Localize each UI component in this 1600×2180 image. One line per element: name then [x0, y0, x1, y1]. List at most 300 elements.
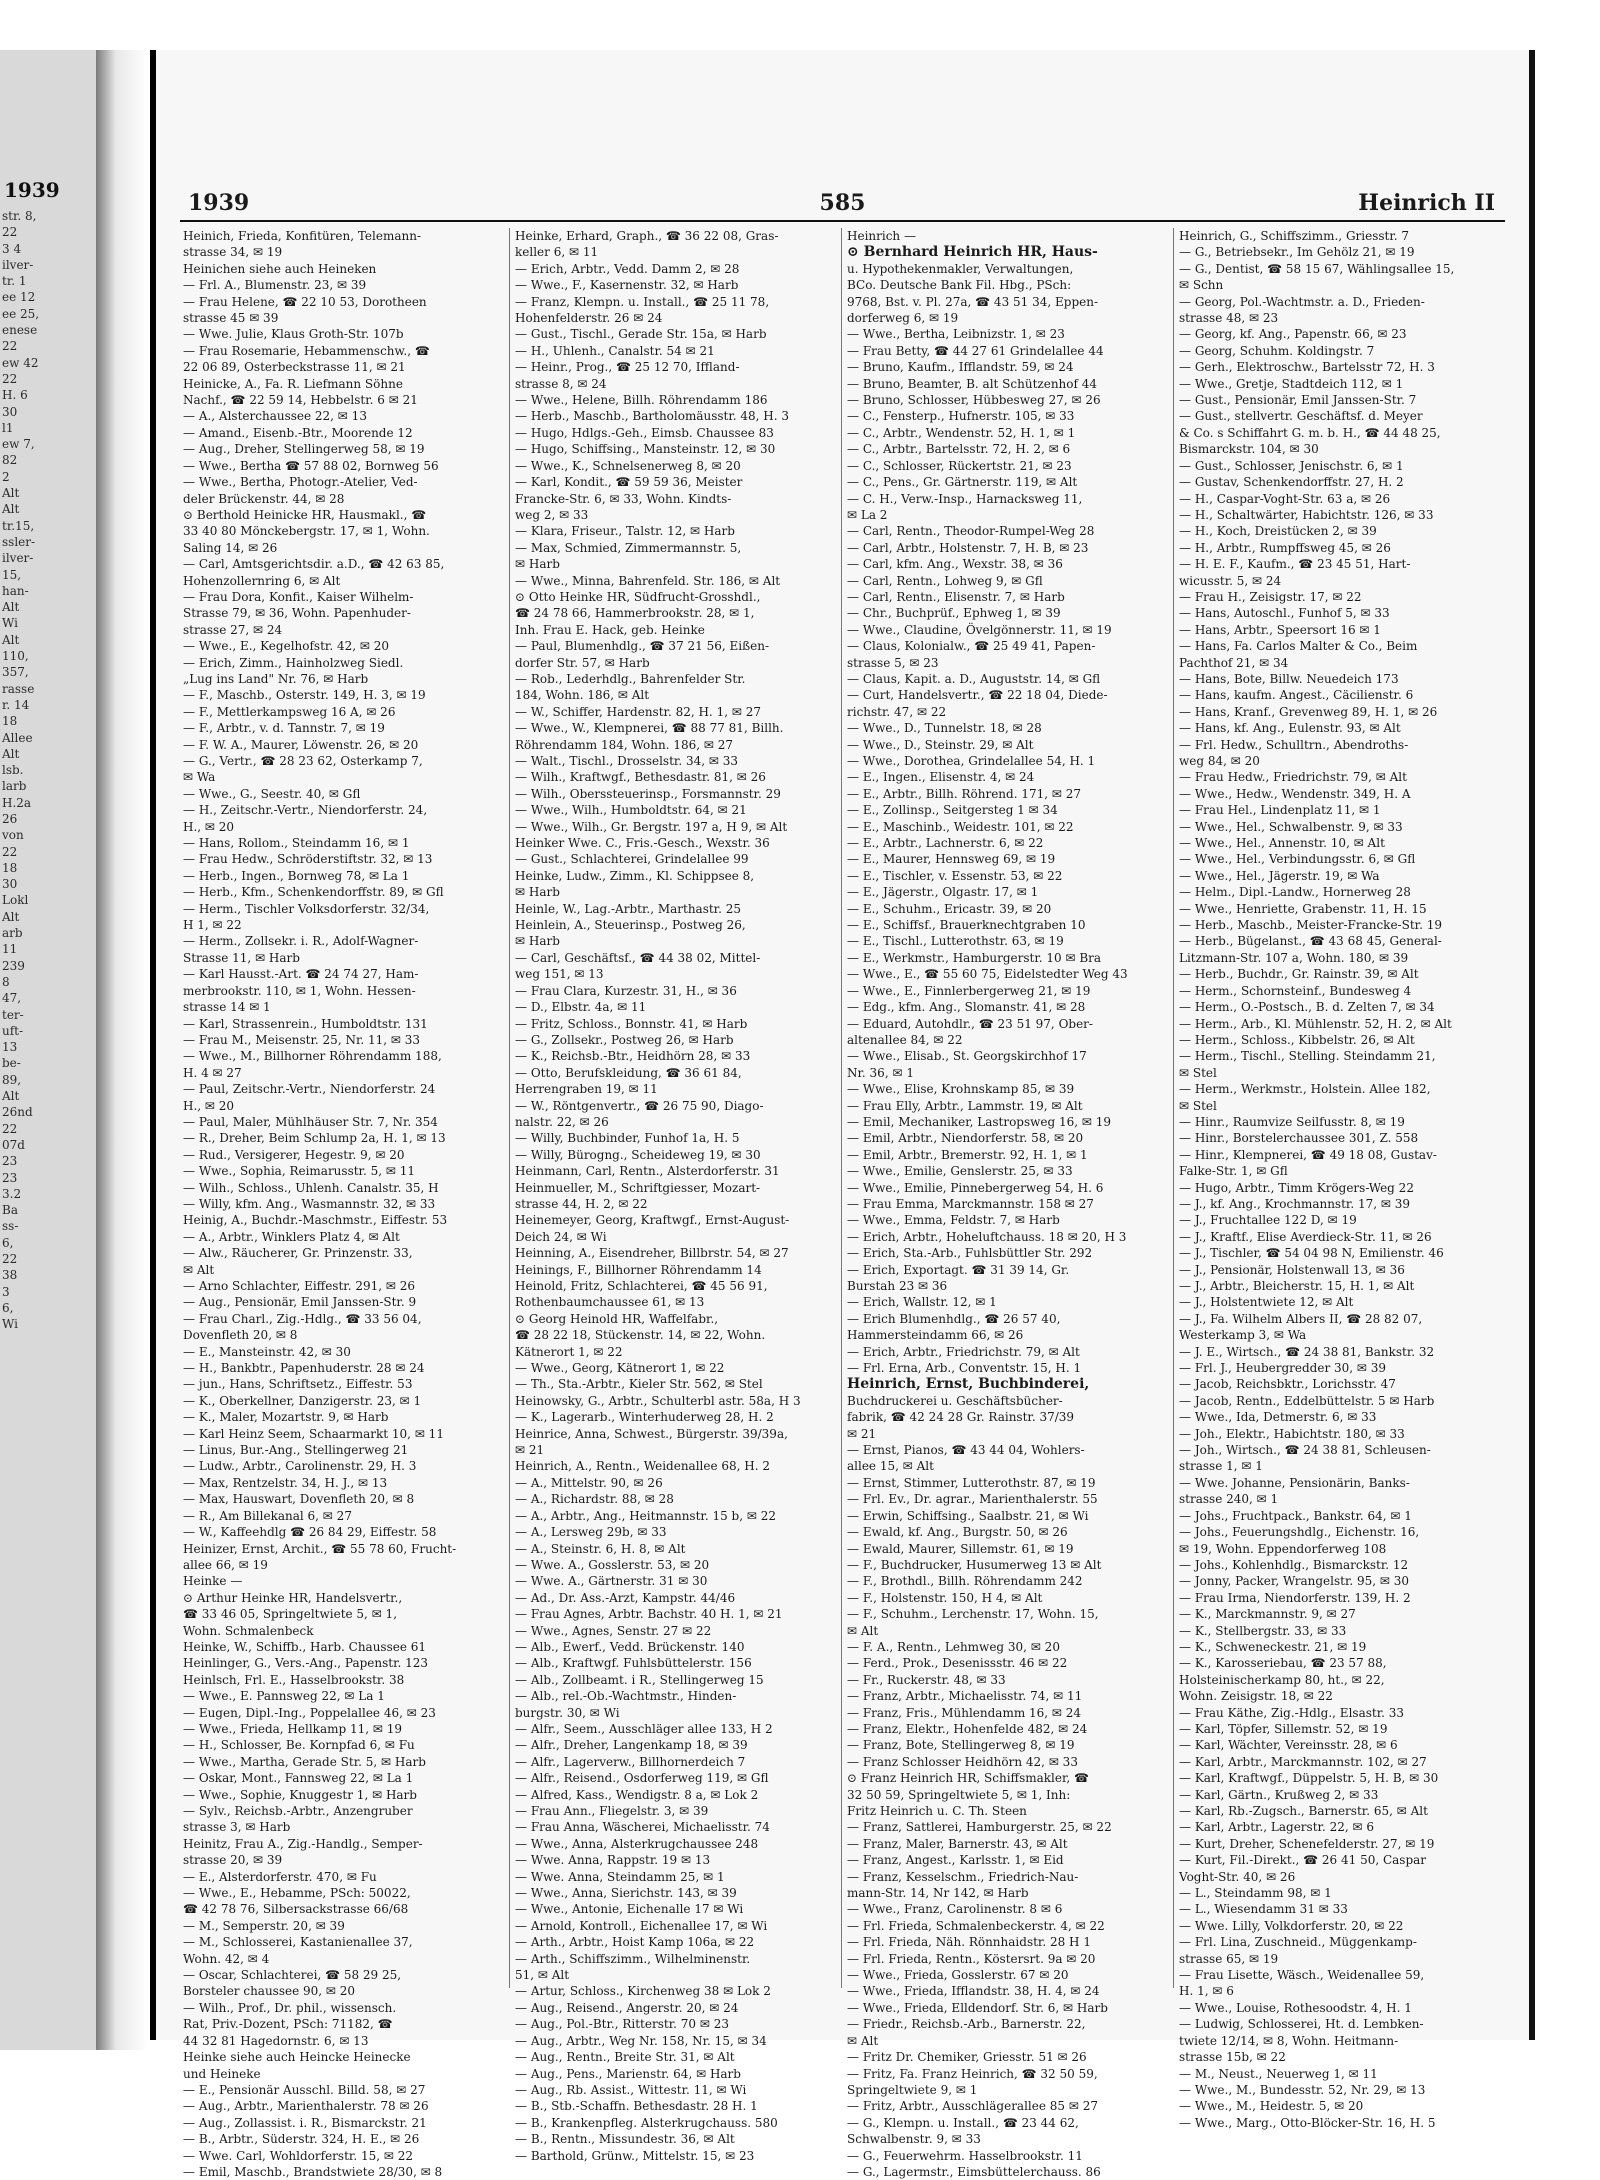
column-3: [842, 228, 1174, 2179]
directory-entry: — Wwe., E., Hebamme, PSch: 50022,: [183, 1886, 411, 1901]
directory-entry: strasse 34, ✉ 19: [183, 245, 283, 260]
directory-entry: — L., Steindamm 98, ✉ 1: [1179, 1886, 1332, 1901]
directory-entry: — H., Bankbtr., Papenhuderstr. 28 ✉ 24: [183, 1361, 425, 1376]
directory-entry: — Th., Sta.-Arbtr., Kieler Str. 562, ✉ Stel: [515, 1377, 763, 1392]
directory-entry: — Wwe., Frieda, Hellkamp 11, ✉ 19: [183, 1721, 403, 1736]
directory-entry: — Frau Elly, Arbtr., Lammstr. 19, ✉ Alt: [847, 1098, 1083, 1113]
directory-entry: — M., Neust., Neuerweg 1, ✉ 11: [1179, 2066, 1378, 2081]
directory-entry: ✉ Stel: [1179, 1065, 1217, 1080]
directory-entry: strasse 8, ✉ 24: [515, 376, 607, 391]
directory-entry: Heinowsky, G., Arbtr., Schulterbl astr. 58a, H 3: [515, 1393, 801, 1408]
directory-entry: Bismarckstr. 104, ✉ 30: [1179, 442, 1319, 457]
directory-entry: — Johs., Feuerungshdlg., Eichenstr. 16,: [1179, 1525, 1420, 1540]
directory-entry: — J. E., Wirtsch., ☎ 24 38 81, Bankstr. 32: [1179, 1344, 1435, 1359]
left-fragment: 07d: [2, 1137, 25, 1152]
directory-entry: wicusstr. 5, ✉ 24: [1179, 573, 1282, 588]
left-fragment: 110,: [2, 649, 29, 664]
directory-entry: — Hans, Autoschl., Funhof 5, ✉ 33: [1179, 606, 1390, 621]
left-fragment: Alt: [2, 600, 20, 615]
directory-entry: — E., Schuhm., Ericastr. 39, ✉ 20: [847, 901, 1052, 916]
directory-entry: — Chr., Buchprüf., Ephweg 1, ✉ 39: [847, 606, 1061, 621]
left-fragment: Wi: [2, 1317, 18, 1332]
directory-entry: — E., Arbtr., Lachnerstr. 6, ✉ 22: [847, 836, 1044, 851]
directory-entry: — Wwe., Dorothea, Grindelallee 54, H. 1: [847, 754, 1096, 768]
left-fragment: lsb.: [2, 763, 24, 778]
directory-entry: — Wwe., D., Tunnelstr. 18, ✉ 28: [847, 721, 1042, 736]
directory-entry: — J., Kraftf., Elise Averdieck-Str. 11, ✉ 26: [1179, 1229, 1432, 1244]
directory-entry: — G., Betriebsekr., Im Gehölz 21, ✉ 19: [1179, 245, 1415, 260]
directory-entry: — W., Schiffer, Hardenstr. 82, H. 1, ✉ 27: [515, 704, 761, 719]
directory-entry: strasse 27, ✉ 24: [183, 622, 283, 637]
directory-entry: — Wwe., Martha, Gerade Str. 5, ✉ Harb: [183, 1754, 426, 1769]
directory-entry: — Frau H., Zeisigstr. 17, ✉ 22: [1179, 589, 1362, 604]
directory-entry: Heinrich, Ernst, Buchbinderei,: [847, 1376, 1090, 1393]
directory-entry: — Wwe., M., Heidestr. 5, ✉ 20: [1179, 2099, 1364, 2114]
directory-entry: dorfer Str. 57, ✉ Harb: [515, 655, 650, 670]
left-fragment: 15,: [2, 567, 22, 582]
directory-entry: — Erich, Zimm., Hainholzweg Siedl.: [183, 655, 404, 670]
left-fragment: Lokl: [2, 893, 29, 908]
left-fragment: 38: [2, 1268, 18, 1283]
directory-entry: — Aug., Arbtr., Weg Nr. 158, Nr. 15, ✉ 34: [515, 2033, 767, 2048]
directory-entry: — Emil, Arbtr., Bremerstr. 92, H. 1, ✉ 1: [847, 1147, 1088, 1162]
directory-entry: — Hans, kaufm. Angest., Cäcilienstr. 6: [1179, 688, 1414, 703]
directory-entry: — A., Arbtr., Winklers Platz 4, ✉ Alt: [183, 1229, 400, 1244]
directory-entry: — Herm., Werkmstr., Holstein. Allee 182,: [1179, 1082, 1431, 1097]
directory-entry: — Frau Irma, Niendorferstr. 139, H. 2: [1179, 1590, 1411, 1605]
directory-entry: H., ✉ 20: [183, 819, 235, 834]
directory-entry: — A., Mittelstr. 90, ✉ 26: [515, 1475, 663, 1490]
directory-entry: — Frau Dora, Konfit., Kaiser Wilhelm-: [183, 589, 414, 604]
directory-entry: Holsteinischerkamp 80, ht., ✉ 22,: [1179, 1672, 1385, 1687]
directory-entry: — Wwe., Anna, Alsterkrugchaussee 248: [515, 1836, 759, 1851]
left-fragment: ss-: [2, 1219, 19, 1234]
directory-entry: strasse 45 ✉ 39: [183, 311, 279, 326]
directory-entry: — Wwe., M., Bundesstr. 52, Nr. 29, ✉ 13: [1179, 2082, 1426, 2097]
directory-entry: strasse 14 ✉ 1: [183, 1000, 271, 1015]
directory-entry: ⊙ Arthur Heinke HR, Handelsvertr.,: [183, 1590, 403, 1605]
directory-entry: — Aug., Pensionär, Emil Janssen-Str. 9: [183, 1295, 417, 1310]
directory-entry: — B., Rentn., Missundestr. 36, ✉ Alt: [515, 2132, 735, 2147]
directory-entry: — Alfr., Seem., Ausschläger allee 133, H 2: [515, 1721, 773, 1736]
directory-entry: — Hugo, Schiffsing., Mansteinstr. 12, ✉ 30: [515, 442, 776, 457]
directory-entry: — F., Maschb., Osterstr. 149, H. 3, ✉ 19: [183, 688, 426, 703]
directory-entry: Heinmueller, M., Schriftgiesser, Mozart-: [515, 1180, 761, 1195]
directory-entry: — J., Holstentwiete 12, ✉ Alt: [1179, 1295, 1354, 1310]
directory-entry: — Herm., O.-Postsch., B. d. Zelten 7, ✉ 34: [1179, 1000, 1435, 1015]
page-edge: [1529, 50, 1535, 2040]
directory-entry: — Alw., Räucherer, Gr. Prinzenstr. 33,: [183, 1246, 413, 1261]
directory-entry: — D., Elbstr. 4a, ✉ 11: [515, 1000, 647, 1015]
directory-entry: — Ewald, Maurer, Sillemstr. 61, ✉ 19: [847, 1541, 1074, 1556]
directory-entry: — Franz, Angest., Karlsstr. 1, ✉ Eid: [847, 1853, 1064, 1868]
directory-entry: strasse 240, ✉ 1: [1179, 1492, 1279, 1507]
left-fragment: ter-: [2, 1007, 24, 1022]
left-fragment: tr. 1: [2, 274, 27, 289]
directory-entry: — Wwe., Hel., Jägerstr. 19, ✉ Wa: [1179, 868, 1380, 883]
directory-entry: — Frau Betty, ☎ 44 27 61 Grindelallee 44: [847, 343, 1104, 358]
directory-entry: — G., Zollsekr., Postweg 26, ✉ Harb: [515, 1032, 734, 1047]
directory-entry: — Paul, Zeitschr.-Vertr., Niendorferstr. 24: [183, 1082, 436, 1097]
directory-entry: — H., Uhlenh., Canalstr. 54 ✉ 21: [515, 343, 715, 358]
directory-entry: — Kurt, Dreher, Schenefelderstr. 27, ✉ 19: [1179, 1836, 1435, 1851]
directory-entry: — K., Maler, Mozartstr. 9, ✉ Harb: [183, 1410, 389, 1425]
directory-entry: Heinle, W., Lag.-Arbtr., Marthastr. 25: [515, 901, 742, 916]
directory-entry: Röhrendamm 184, Wohn. 186, ✉ 27: [515, 737, 733, 752]
scanned-page: [0, 50, 1600, 2179]
directory-entry: — Wwe., Louise, Rothesoodstr. 4, H. 1: [1179, 2000, 1412, 2015]
directory-entry: — Johs., Fruchtpack., Bankstr. 64, ✉ 1: [1179, 1508, 1412, 1523]
directory-entry: — Herm., Schloss., Kibbelstr. 26, ✉ Alt: [1179, 1032, 1415, 1047]
directory-entry: Heinich, Frieda, Konfitüren, Telemann-: [183, 229, 422, 243]
directory-entry: — Frau Käthe, Zig.-Hdlg., Elsastr. 33: [1179, 1705, 1405, 1720]
directory-entry: — K., Reichsb.-Btr., Heidhörn 28, ✉ 33: [515, 1049, 751, 1064]
directory-entry: — Herb., Maschb., Bartholomäusstr. 48, H. 3: [515, 409, 790, 424]
directory-entry: — Frl. Frieda, Näh. Rönnhaidstr. 28 H 1: [847, 1935, 1091, 1950]
directory-entry: — Helm., Dipl.-Landw., Hornerweg 28: [1179, 885, 1411, 900]
directory-entry: — A., Richardstr. 88, ✉ 28: [515, 1492, 674, 1507]
directory-entry: Wohn. Schmalenbeck: [183, 1623, 314, 1638]
left-fragment: Alt: [2, 486, 20, 501]
left-fragment: Alt: [2, 502, 20, 517]
directory-entry: — Wilh., Schloss., Uhlenh. Canalstr. 35, H: [183, 1180, 439, 1195]
directory-entry: — Claus, Kapit. a. D., Auguststr. 14, ✉ Gfl: [847, 671, 1101, 686]
directory-entry: Francke-Str. 6, ✉ 33, Wohn. Kindts-: [515, 491, 732, 506]
directory-entry: — G., Feuerwehrm. Hasselbrookstr. 11: [847, 2148, 1083, 2163]
directory-entry: — Georg, Pol.-Wachtmstr. a. D., Frieden-: [1179, 294, 1425, 309]
left-fragment: Wi: [2, 616, 18, 631]
directory-entry: — A., Steinstr. 6, H. 8, ✉ Alt: [515, 1541, 686, 1556]
directory-entry: — Otto, Berufskleidung, ☎ 36 61 84,: [515, 1065, 742, 1080]
directory-entry: — K., Karosseriebau, ☎ 23 57 88,: [1179, 1656, 1387, 1671]
directory-entry: — Frl. Lina, Zuschneid., Müggenkamp-: [1179, 1935, 1417, 1950]
directory-entry: — Carl, Geschäftsf., ☎ 44 38 02, Mittel-: [515, 950, 761, 965]
directory-entry: — Aug., Pol.-Btr., Ritterstr. 70 ✉ 23: [515, 2017, 729, 2032]
directory-entry: Fritz Heinrich u. C. Th. Steen: [847, 1804, 1027, 1818]
directory-entry: Hammersteindamm 66, ✉ 26: [847, 1328, 1024, 1343]
directory-entry: — Hinr., Klempnerei, ☎ 49 18 08, Gustav-: [1179, 1147, 1437, 1162]
directory-entry: H., ✉ 20: [183, 1098, 235, 1113]
directory-entry: Heinmann, Carl, Rentn., Alsterdorferstr. 31: [515, 1164, 780, 1179]
directory-entry: — Erich Blumenhdlg., ☎ 26 57 40,: [847, 1311, 1061, 1326]
directory-entry: — Herm., Schornsteinf., Bundesweg 4: [1179, 983, 1412, 998]
directory-entry: — C., Fensterp., Hufnerstr. 105, ✉ 33: [847, 409, 1075, 424]
directory-entry: — Franz, Kesselschm., Friedrich-Nau-: [847, 1869, 1079, 1884]
directory-entry: — F., Holstenstr. 150, H 4, ✉ Alt: [847, 1590, 1043, 1605]
directory-entry: — H., Arbtr., Rumpffsweg 45, ✉ 26: [1179, 540, 1391, 555]
directory-entry: — Carl, Rentn., Theodor-Rumpel-Weg 28: [847, 524, 1095, 539]
directory-entry: Schwalbenstr. 9, ✉ 33: [847, 2132, 981, 2147]
directory-entry: ⊙ Otto Heinke HR, Südfrucht-Grosshdl.,: [515, 589, 761, 604]
directory-entry: — Wwe., Ida, Detmerstr. 6, ✉ 33: [1179, 1410, 1377, 1425]
directory-entry: — Friedr., Reichsb.-Arb., Barnerstr. 22,: [847, 2017, 1086, 2032]
directory-entry: — E., Zollinsp., Seitgersteg 1 ✉ 34: [847, 803, 1058, 818]
directory-entry: — Hinr., Raumvize Seilfusstr. 8, ✉ 19: [1179, 1114, 1405, 1129]
directory-entry: — Wwe., K., Schnelsenerweg 8, ✉ 20: [515, 458, 741, 473]
left-fragment: 13: [2, 1040, 18, 1055]
directory-entry: — Aug., Zollassist. i. R., Bismarckstr. 21: [183, 2115, 427, 2130]
directory-entry: — Aug., Pens., Marienstr. 64, ✉ Harb: [515, 2066, 741, 2081]
left-fragment: 47,: [2, 991, 22, 1006]
directory-entry: — J., Tischler, ☎ 54 04 98 N, Emilienstr. 46: [1179, 1246, 1444, 1261]
directory-entry: 44 32 81 Hagedornstr. 6, ✉ 13: [183, 2033, 369, 2048]
directory-entry: — Emil, Arbtr., Niendorferstr. 58, ✉ 20: [847, 1131, 1084, 1146]
directory-entry: — Wwe. Anna, Rappstr. 19 ✉ 13: [515, 1853, 711, 1868]
directory-entry: — Wwe., Hel., Schwalbenstr. 9, ✉ 33: [1179, 819, 1403, 834]
left-fragment: 22: [2, 339, 18, 354]
directory-entry: — Frl. J., Heubergredder 30, ✉ 39: [1179, 1361, 1387, 1376]
directory-entry: Inh. Frau E. Hack, geb. Heinke: [515, 622, 705, 637]
directory-entry: — Karl, Arbtr., Marckmannstr. 102, ✉ 27: [1179, 1754, 1427, 1769]
directory-entry: ✉ 21: [847, 1426, 877, 1441]
directory-entry: — Bruno, Schlosser, Hübbesweg 27, ✉ 26: [847, 393, 1101, 408]
directory-entry: und Heineke: [183, 2066, 261, 2081]
directory-entry: — Erwin, Schiffsing., Saalbstr. 21, ✉ Wi: [847, 1508, 1089, 1523]
directory-entry: — F., Buchdrucker, Husumerweg 13 ✉ Alt: [847, 1557, 1102, 1572]
left-fragment: 82: [2, 453, 18, 468]
left-fragment: 26nd: [2, 1105, 33, 1120]
directory-entry: — K., Schweneckestr. 21, ✉ 19: [1179, 1639, 1367, 1654]
directory-entry: — Herm., Tischler Volksdorferstr. 32/34,: [183, 901, 430, 916]
directory-entry: — Ernst, Stimmer, Lutterothstr. 87, ✉ 19: [847, 1475, 1096, 1490]
left-fragment: ew 7,: [2, 437, 35, 452]
directory-entry: Heinitz, Frau A., Zig.-Handlg., Semper-: [183, 1836, 423, 1851]
directory-entry: — Wwe., D., Steinstr. 29, ✉ Alt: [847, 737, 1034, 752]
left-fragment: 18: [2, 860, 18, 875]
directory-entry: — Wwe., Emilie, Pinnebergerweg 54, H. 6: [847, 1180, 1104, 1195]
directory-entry: — Wwe., M., Billhorner Röhrendamm 188,: [183, 1049, 442, 1064]
directory-entry: — Karl, Rb.-Zugsch., Barnerstr. 65, ✉ Alt: [1179, 1804, 1428, 1818]
directory-entry: — Klara, Friseur., Talstr. 12, ✉ Harb: [515, 524, 735, 539]
left-fragment: 26: [2, 811, 18, 826]
directory-entry: — Wwe., Hel., Verbindungsstr. 6, ✉ Gfl: [1179, 852, 1416, 867]
directory-entry: Litzmann-Str. 107 a, Wohn. 180, ✉ 39: [1179, 950, 1409, 965]
directory-entry: Hohenfelderstr. 26 ✉ 24: [515, 311, 663, 326]
directory-entry: — B., Krankenpfleg. Alsterkrugchauss. 580: [515, 2115, 778, 2130]
directory-entry: — Wwe. Carl, Wohldorferstr. 15, ✉ 22: [183, 2148, 413, 2163]
left-fragment: ssler-: [2, 534, 36, 549]
directory-entry: — Aug., Reisend., Angerstr. 20, ✉ 24: [515, 2000, 739, 2015]
directory-entry: — E., Tischl., Lutterothstr. 63, ✉ 19: [847, 934, 1064, 949]
directory-entry: — Heinr., Prog., ☎ 25 12 70, Iffland-: [515, 360, 740, 375]
directory-entry: — E., Schiffsf., Brauerknechtgraben 10: [847, 918, 1086, 933]
directory-entry: — Wwe., Wilh., Humboldtstr. 64, ✉ 21: [515, 803, 747, 818]
directory-entry: — Franz, Sattlerei, Hamburgerstr. 25, ✉ 22: [847, 1820, 1112, 1835]
page-header: [180, 190, 1505, 222]
left-fragment: rasse: [2, 681, 35, 696]
left-fragment: 357,: [2, 665, 29, 680]
directory-entry: — Aug., Rb. Assist., Wittestr. 11, ✉ Wi: [515, 2082, 747, 2097]
directory-entry: — K., Oberkellner, Danzigerstr. 23, ✉ 1: [183, 1393, 422, 1408]
directory-entry: — Arth., Schiffszimm., Wilhelminenstr.: [515, 1951, 751, 1966]
directory-entry: — Wwe., Georg, Kätnerort 1, ✉ 22: [515, 1361, 725, 1376]
directory-entry: Heinemeyer, Georg, Kraftwgf., Ernst-August-: [515, 1213, 790, 1228]
directory-entry: Voght-Str. 40, ✉ 26: [1179, 1869, 1296, 1884]
directory-entry: Falke-Str. 1, ✉ Gfl: [1179, 1164, 1288, 1179]
directory-entry: — Fr., Ruckerstr. 48, ✉ 33: [847, 1672, 1006, 1687]
left-fragment: 11: [2, 942, 18, 957]
directory-entry: Heinke, Ludw., Zimm., Kl. Schippsee 8,: [515, 868, 755, 883]
left-fragment: Alt: [2, 909, 20, 924]
directory-entry: — Herb., Kfm., Schenkendorffstr. 89, ✉ Gfl: [183, 885, 444, 900]
directory-entry: — C. H., Verw.-Insp., Harnacksweg 11,: [847, 491, 1083, 506]
directory-entry: ✉ Alt: [847, 2033, 879, 2048]
left-fragment: ilver-: [2, 551, 34, 566]
directory-entry: — Eduard, Autohdlr., ☎ 23 51 97, Ober-: [847, 1016, 1093, 1031]
directory-entry: — Erich, Arbtr., Vedd. Damm 2, ✉ 28: [515, 261, 740, 276]
directory-entry: — Frau Anna, Wäscherei, Michaelisstr. 74: [515, 1820, 770, 1835]
left-fragment: 18: [2, 714, 18, 729]
directory-entry: strasse 48, ✉ 23: [1179, 311, 1279, 326]
directory-entry: weg 84, ✉ 20: [1179, 754, 1260, 768]
directory-entry: — Herb., Ingen., Bornweg 78, ✉ La 1: [183, 868, 410, 883]
left-fragment: 23: [2, 1154, 18, 1169]
directory-entry: — Hans, kf. Ang., Eulenstr. 93, ✉ Alt: [1179, 721, 1401, 736]
directory-entry: — R., Dreher, Beim Schlump 2a, H. 1, ✉ 13: [183, 1131, 446, 1146]
directory-entry: ✉ 19, Wohn. Eppendorferweg 108: [1179, 1541, 1387, 1556]
directory-entry: Herrengraben 19, ✉ 11: [515, 1082, 658, 1097]
directory-entry: 22 06 89, Osterbeckstrasse 11, ✉ 21: [183, 360, 406, 375]
left-fragment: ee 25,: [2, 306, 40, 321]
directory-entry: — Aug., Dreher, Stellingerweg 58, ✉ 19: [183, 442, 425, 457]
directory-entry: — Fritz, Arbtr., Ausschlägerallee 85 ✉ 27: [847, 2099, 1098, 2114]
directory-entry: — Wwe., E., Kegelhofstr. 42, ✉ 20: [183, 639, 389, 654]
directory-entry: — Gust., stellvertr. Geschäftsf. d. Meyer: [1179, 409, 1423, 424]
directory-entry: — Sylv., Reichsb.-Arbtr., Anzengruber: [183, 1804, 413, 1818]
directory-entry: — Wwe. Lilly, Volkdorferstr. 20, ✉ 22: [1179, 1918, 1404, 1933]
directory-entry: — Franz, Arbtr., Michaelisstr. 74, ✉ 11: [847, 1689, 1083, 1704]
directory-entry: — H., Caspar-Voght-Str. 63 a, ✉ 26: [1179, 491, 1391, 506]
left-fragment: H. 6: [2, 388, 28, 403]
left-fragment: arb: [2, 926, 23, 941]
left-fragment: 22: [2, 1252, 18, 1266]
directory-entry: — Willy, Bürogng., Scheideweg 19, ✉ 30: [515, 1147, 761, 1162]
left-fragment: 22: [2, 225, 18, 240]
directory-entry: — Amand., Eisenb.-Btr., Moorende 12: [183, 425, 413, 440]
left-fragment: l1: [2, 420, 14, 435]
directory-entry: Strasse 11, ✉ Harb: [183, 950, 300, 965]
directory-entry: — Herb., Buchdr., Gr. Rainstr. 39, ✉ Alt: [1179, 967, 1419, 982]
directory-entry: — C., Schlosser, Rückertstr. 21, ✉ 23: [847, 458, 1072, 473]
left-fragment: von: [2, 828, 24, 843]
directory-entry: — Erich, Exportagt. ☎ 31 39 14, Gr.: [847, 1262, 1070, 1277]
directory-entry: — Carl, Arbtr., Holstenstr. 7, H. B, ✉ 23: [847, 540, 1089, 555]
directory-entry: — Curt, Handelsvertr., ☎ 22 18 04, Diede-: [847, 688, 1108, 703]
directory-entry: — E., Mansteinstr. 42, ✉ 30: [183, 1344, 351, 1359]
directory-entry: — Karl, Kraftwgf., Düppelstr. 5, H. B, ✉ 30: [1179, 1771, 1439, 1786]
directory-entry: — Alfr., Dreher, Langenkamp 18, ✉ 39: [515, 1738, 748, 1753]
directory-entry: — Wwe., Bertha ☎ 57 88 02, Bornweg 56: [183, 458, 439, 473]
directory-entry: — Frau Helene, ☎ 22 10 53, Dorotheen: [183, 294, 427, 309]
directory-entry: — B., Arbtr., Süderstr. 324, H. E., ✉ 26: [183, 2132, 420, 2147]
directory-entry: Heinichen siehe auch Heineken: [183, 261, 377, 276]
directory-entry: mann-Str. 14, Nr 142, ✉ Harb: [847, 1886, 1029, 1901]
directory-entry: strasse 1, ✉ 1: [1179, 1459, 1263, 1474]
directory-entry: Nachf., ☎ 22 59 14, Hebbelstr. 6 ✉ 21: [183, 393, 418, 408]
directory-entry: strasse 20, ✉ 39: [183, 1853, 283, 1868]
directory-entry: Strasse 79, ✉ 36, Wohn. Papenhuder-: [183, 606, 411, 621]
directory-entry: — Wwe. Johanne, Pensionärin, Banks-: [1179, 1475, 1410, 1490]
directory-entry: — Wwe., Minna, Bahrenfeld. Str. 186, ✉ Alt: [515, 573, 781, 588]
directory-entry: merbrookstr. 110, ✉ 1, Wohn. Hessen-: [183, 983, 416, 998]
directory-entry: — Frau Hel., Lindenplatz 11, ✉ 1: [1179, 803, 1381, 818]
left-fragment: 3: [2, 1284, 10, 1299]
directory-entry: — M., Semperstr. 20, ✉ 39: [183, 1918, 345, 1933]
directory-entry: — Hans, Rollom., Steindamm 16, ✉ 1: [183, 836, 410, 851]
directory-entry: — Frl. A., Blumenstr. 23, ✉ 39: [183, 278, 367, 293]
directory-entry: — Georg, Schuhm. Koldingstr. 7: [1179, 343, 1375, 358]
directory-entry: — H., Koch, Dreistücken 2, ✉ 39: [1179, 524, 1377, 539]
directory-entry: Dovenfleth 20, ✉ 8: [183, 1328, 298, 1343]
directory-entry: — Wilh., Oberssteuerinsp., Forsmannstr. 29: [515, 786, 781, 801]
directory-entry: — Karl, Töpfer, Sillemstr. 52, ✉ 19: [1179, 1721, 1388, 1736]
directory-entry: — Alfred, Kass., Wendigstr. 8 a, ✉ Lok 2: [515, 1787, 759, 1802]
directory-entry: — Rob., Lederhdlg., Bahrenfelder Str.: [515, 671, 746, 686]
directory-entry: — Hans, Arbtr., Speersort 16 ✉ 1: [1179, 622, 1381, 637]
directory-entry: — Max, Rentzelstr. 34, H. J., ✉ 13: [183, 1475, 388, 1490]
directory-entry: — Franz, Klempn. u. Install., ☎ 25 11 78,: [515, 294, 770, 309]
directory-entry: — Ludwig, Schlosserei, Ht. d. Lembken-: [1179, 2017, 1424, 2032]
left-fragment: ee 12: [2, 290, 36, 305]
directory-entry: — Wwe., E., Finnlerbergerweg 21, ✉ 19: [847, 983, 1091, 998]
directory-entry: — Carl, kfm. Ang., Wexstr. 38, ✉ 36: [847, 557, 1063, 572]
left-fragment: 2: [2, 469, 10, 484]
directory-entry: — Wwe., Sophie, Knuggestr 1, ✉ Harb: [183, 1787, 417, 1802]
directory-entry: fabrik, ☎ 42 24 28 Gr. Rainstr. 37/39: [847, 1410, 1075, 1425]
directory-entry: Hohenzollernring 6, ✉ Alt: [183, 573, 341, 588]
directory-entry: — Frl. Ev., Dr. agrar., Marienthalerstr. 55: [847, 1492, 1098, 1507]
directory-entry: — J., Fa. Wilhelm Albers II, ☎ 28 82 07,: [1179, 1311, 1423, 1326]
directory-entry: keller 6, ✉ 11: [515, 245, 599, 260]
directory-entry: — Wwe., Frieda, Elldendorf. Str. 6, ✉ Harb: [847, 2000, 1108, 2015]
left-fragment: 239: [2, 958, 25, 973]
directory-entry: — F., Mettlerkampsweg 16 A, ✉ 26: [183, 704, 396, 719]
directory-entry: deler Brückenstr. 44, ✉ 28: [183, 491, 345, 506]
directory-entry: — Frau Hedw., Friedrichstr. 79, ✉ Alt: [1179, 770, 1407, 785]
left-fragment: 22: [2, 371, 18, 386]
directory-entry: — R., Am Billekanal 6, ✉ 27: [183, 1508, 352, 1523]
directory-entry: — Gustav, Schenkendorffstr. 27, H. 2: [1179, 475, 1404, 490]
directory-entry: — Jacob, Reichsbktr., Lorichsstr. 47: [1179, 1377, 1396, 1392]
header-year: 1939: [188, 190, 250, 216]
directory-entry: — Fritz, Schloss., Bonnstr. 41, ✉ Harb: [515, 1016, 748, 1031]
directory-entry: Heinning, A., Eisendreher, Billbrstr. 54, ✉ 27: [515, 1246, 789, 1261]
directory-entry: — Frau M., Meisenstr. 25, Nr. 11, ✉ 33: [183, 1032, 421, 1047]
directory-entry: — Hans, Fa. Carlos Malter & Co., Beim: [1179, 639, 1418, 654]
directory-entry: — Wwe., F., Kasernenstr. 32, ✉ Harb: [515, 278, 739, 293]
directory-entry: — Hans, Kranf., Grevenweg 89, H. 1, ✉ 26: [1179, 704, 1438, 719]
directory-entry: Springeltwiete 9, ✉ 1: [847, 2082, 978, 2097]
directory-entry: — Willy, kfm. Ang., Wasmannstr. 32, ✉ 33: [183, 1196, 436, 1211]
directory-entry: ✉ La 2: [847, 507, 888, 522]
directory-entry: — Frau Rosemarie, Hebammenschw., ☎: [183, 343, 430, 358]
directory-entry: 184, Wohn. 186, ✉ Alt: [515, 688, 650, 703]
directory-entry: — Franz, Bote, Stellingerweg 8, ✉ 19: [847, 1738, 1075, 1753]
directory-entry: ⊙ Bernhard Heinrich HR, Haus-: [847, 244, 1098, 261]
directory-entry: — Wwe., Helene, Billh. Röhrendamm 186: [515, 393, 768, 408]
directory-entry: — E., Ingen., Elisenstr. 4, ✉ 24: [847, 770, 1035, 785]
directory-entry: — W., Kaffeehdlg ☎ 26 84 29, Eiffestr. 58: [183, 1525, 437, 1540]
directory-entry: Heinlein, A., Steuerinsp., Postweg 26,: [515, 918, 746, 933]
directory-entry: richstr. 47, ✉ 22: [847, 704, 947, 719]
directory-entry: — F. A., Rentn., Lehmweg 30, ✉ 20: [847, 1639, 1060, 1654]
directory-entry: strasse 44, H. 2, ✉ 22: [515, 1196, 648, 1211]
directory-entry: — Wwe., E. Pannsweg 22, ✉ La 1: [183, 1689, 385, 1704]
directory-entry: — Wwe., Wilh., Gr. Bergstr. 197 a, H 9, ✉ Alt: [515, 819, 788, 834]
left-fragment: 30: [2, 877, 18, 892]
directory-entry: Heinker Wwe. C., Fris.-Gesch., Wexstr. 36: [515, 836, 770, 851]
directory-entry: — Wwe., Hedw., Wendenstr. 349, H. A: [1179, 786, 1411, 801]
